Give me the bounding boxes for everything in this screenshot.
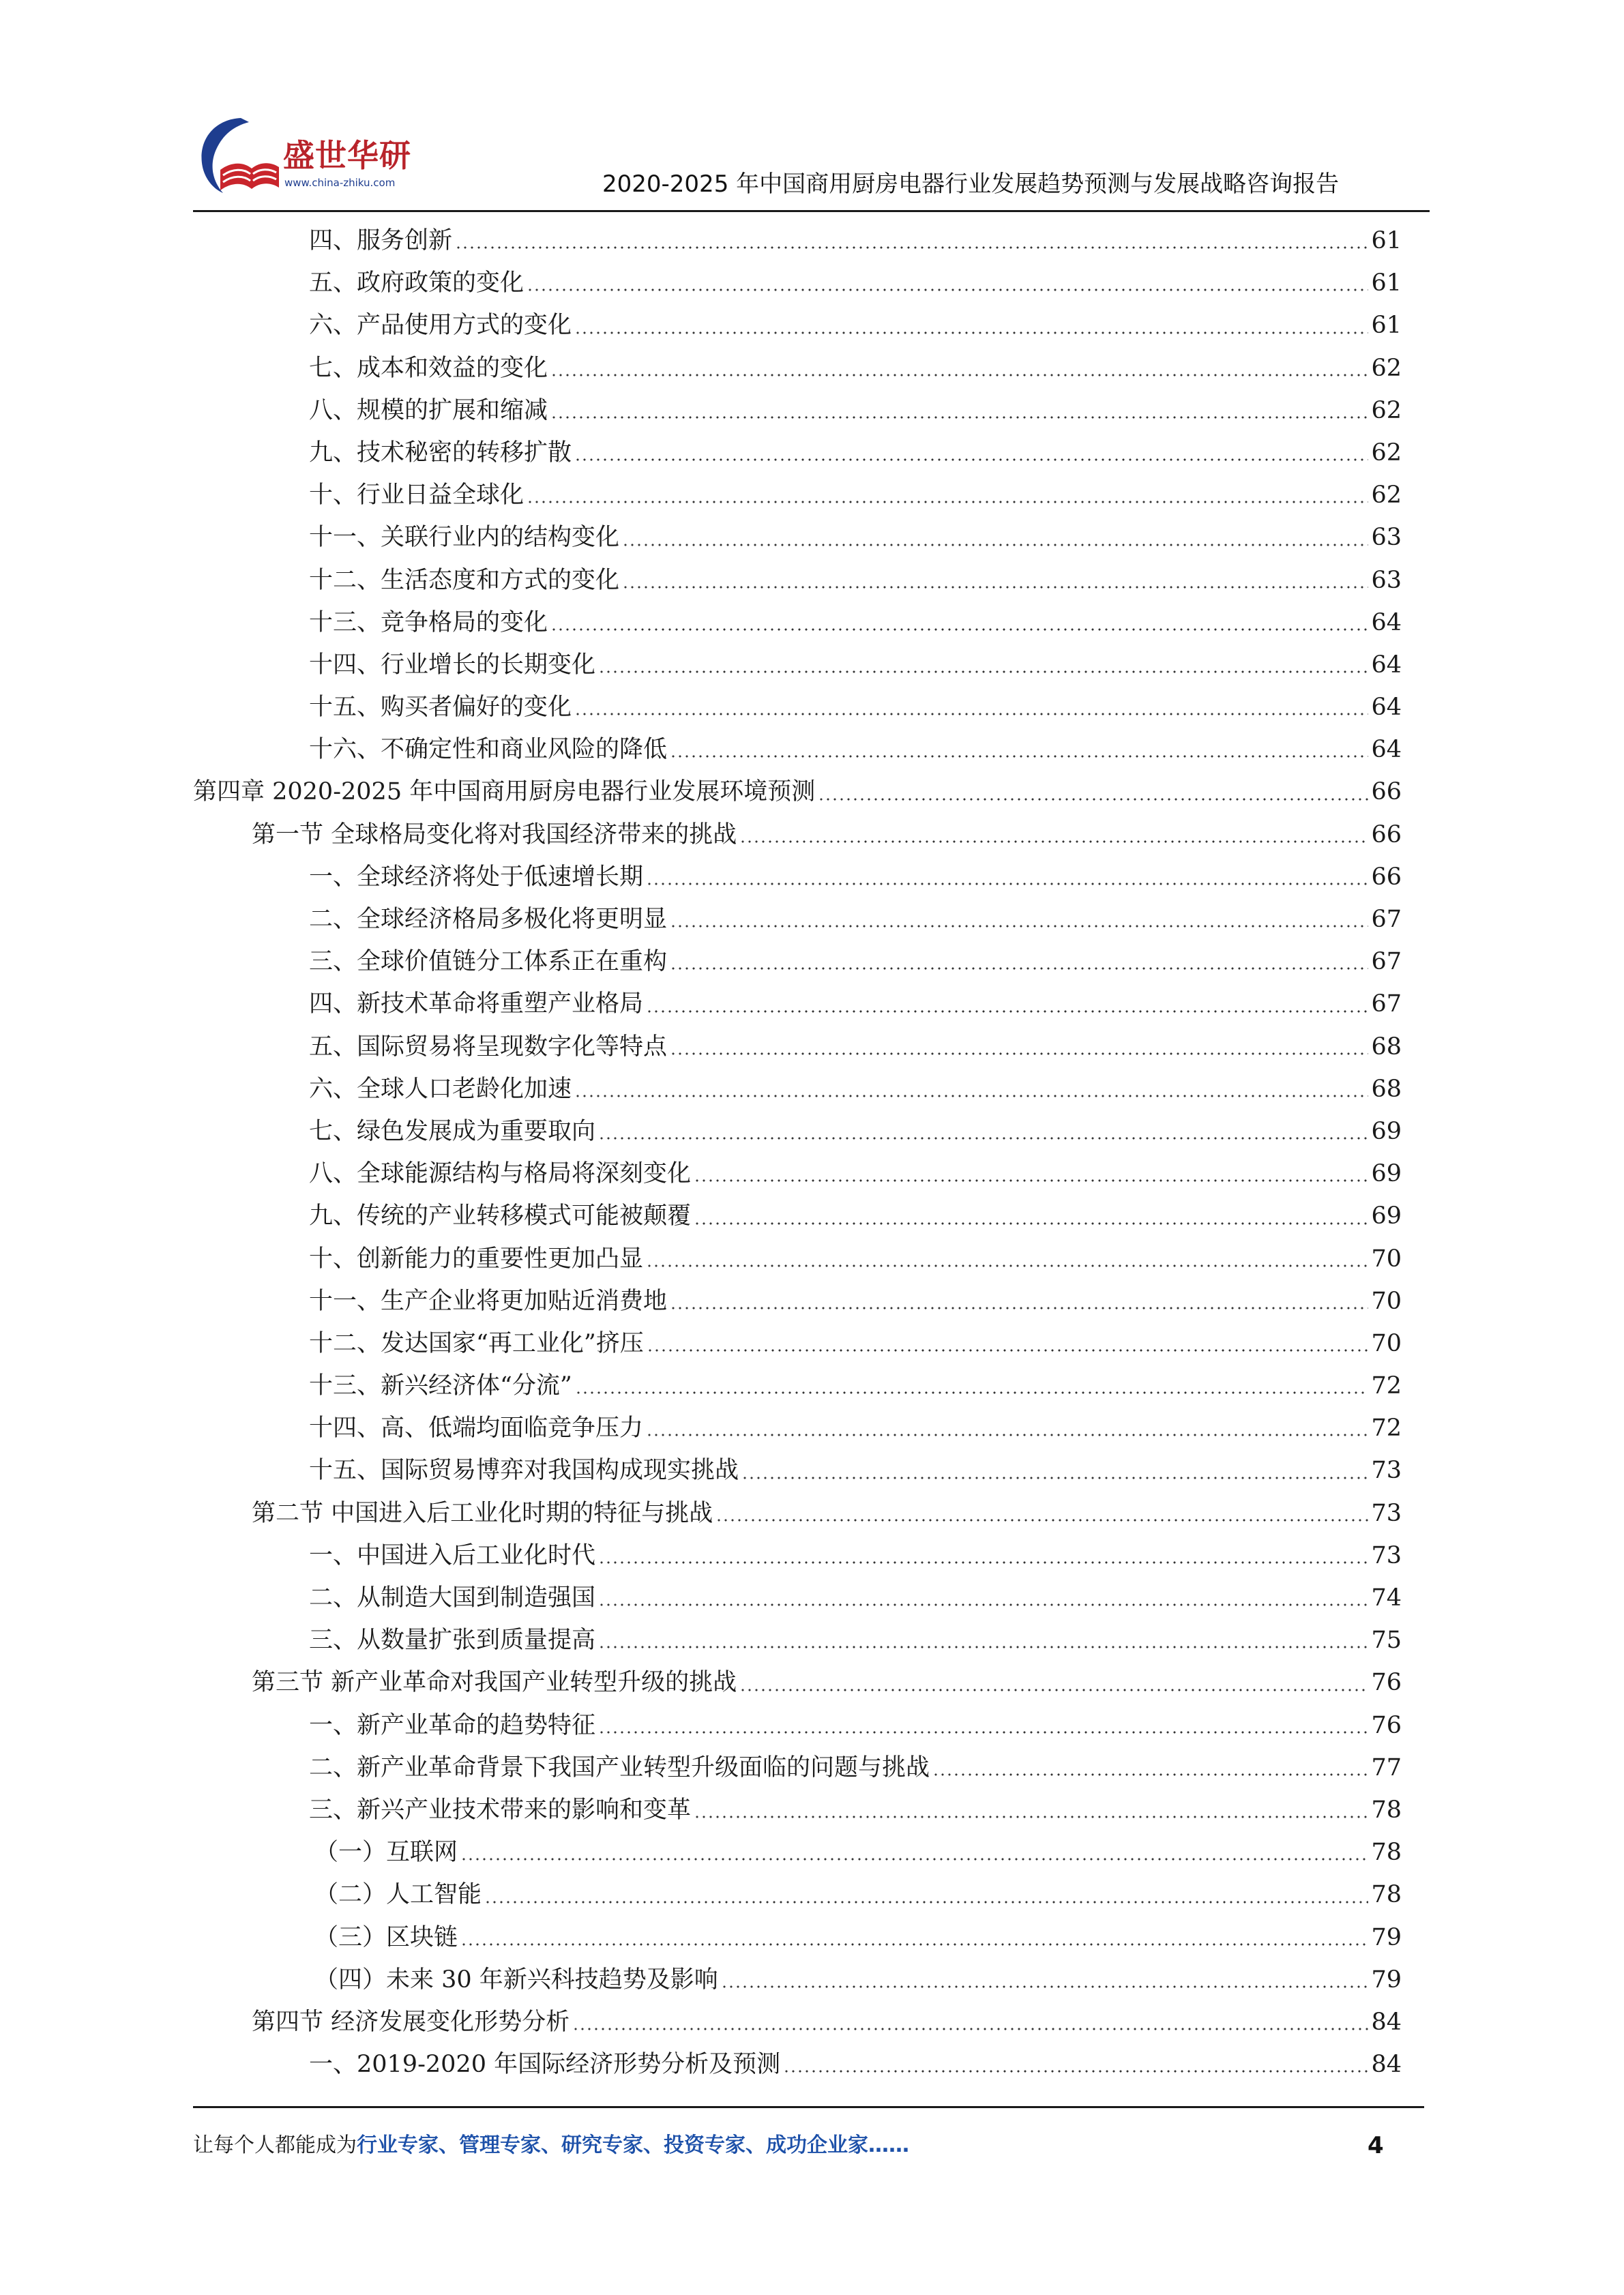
toc-dot-leader (574, 1093, 1368, 1099)
toc-entry-page: 74 (1371, 1584, 1402, 1612)
toc-entry-title: 四、新技术革命将重塑产业格局 (309, 990, 644, 1018)
toc-entry-page: 69 (1371, 1117, 1402, 1145)
toc-dot-leader (550, 414, 1368, 421)
report-title: 2020-2025 年中国商用厨房电器行业发展趋势预测与发展战略咨询报告 (602, 171, 1340, 198)
toc-entry-page: 69 (1371, 1202, 1402, 1230)
toc-entry-title: 一、2019-2020 年国际经济形势分析及预测 (309, 2051, 781, 2079)
toc-entry[interactable] (193, 1577, 1402, 1619)
toc-dot-leader (574, 329, 1368, 336)
toc-entry[interactable] (193, 1747, 1402, 1789)
toc-entry-page: 72 (1371, 1372, 1402, 1400)
toc-entry-title: （一）互联网 (314, 1839, 458, 1867)
toc-dot-leader (721, 1983, 1369, 1990)
toc-entry-page: 64 (1371, 608, 1402, 636)
toc-entry-title: 第四节 经济发展变化形势分析 (252, 2008, 570, 2036)
toc-entry[interactable] (193, 1280, 1402, 1322)
toc-entry[interactable] (193, 2001, 1402, 2043)
toc-dot-leader (598, 1135, 1368, 1142)
toc-entry-page: 66 (1371, 820, 1402, 848)
toc-entry-title: 三、新兴产业技术带来的影响和变革 (309, 1796, 692, 1824)
toc-entry-title: 九、传统的产业转移模式可能被颠覆 (309, 1202, 692, 1230)
toc-dot-leader (739, 1687, 1368, 1693)
toc-entry[interactable] (193, 1026, 1402, 1068)
toc-entry[interactable] (193, 1449, 1402, 1492)
toc-dot-leader (646, 1008, 1368, 1015)
table-of-contents (193, 220, 1402, 2086)
toc-entry[interactable] (193, 941, 1402, 983)
toc-entry-page: 67 (1371, 948, 1402, 976)
toc-entry-title: 一、全球经济将处于低速增长期 (309, 863, 644, 891)
toc-dot-leader (455, 244, 1368, 251)
toc-entry[interactable] (193, 856, 1402, 898)
toc-dot-leader (646, 1432, 1368, 1438)
toc-entry[interactable] (193, 771, 1402, 813)
toc-entry-page: 77 (1371, 1753, 1402, 1781)
toc-entry-page: 67 (1371, 906, 1402, 933)
toc-dot-leader (646, 1262, 1368, 1269)
toc-entry[interactable] (193, 728, 1402, 771)
toc-entry[interactable] (193, 1619, 1402, 1661)
toc-entry-title: 二、新产业革命背景下我国产业转型升级面临的问题与挑战 (309, 1753, 930, 1781)
toc-entry[interactable] (193, 559, 1402, 602)
toc-entry-title: 十六、不确定性和商业风险的降低 (309, 736, 668, 764)
toc-entry-title: 十、创新能力的重要性更加凸显 (309, 1245, 644, 1273)
toc-entry-page: 76 (1371, 1711, 1402, 1739)
toc-dot-leader (694, 1220, 1368, 1227)
toc-dot-leader (694, 1177, 1368, 1184)
toc-entry-page: 78 (1371, 1839, 1402, 1867)
toc-entry-title: 十、行业日益全球化 (309, 482, 525, 509)
toc-entry-title: 三、全球价值链分工体系正在重构 (309, 948, 668, 976)
toc-entry[interactable] (193, 347, 1402, 389)
toc-entry-title: 十五、购买者偏好的变化 (309, 694, 572, 722)
toc-entry[interactable] (193, 602, 1402, 644)
toc-entry-title: 第二节 中国进入后工业化时期的特征与挑战 (252, 1499, 713, 1527)
toc-entry-title: 五、政府政策的变化 (309, 269, 525, 297)
toc-entry-page: 72 (1371, 1415, 1402, 1442)
toc-entry-title: 一、中国进入后工业化时代 (309, 1541, 596, 1569)
toc-entry[interactable] (193, 814, 1402, 856)
brand-name: 盛世华研 (283, 137, 411, 174)
toc-entry[interactable] (193, 644, 1402, 686)
toc-entry-page: 69 (1371, 1160, 1402, 1188)
page-number: 4 (1368, 2132, 1384, 2159)
toc-dot-leader (527, 499, 1368, 505)
toc-entry-title: （三）区块链 (314, 1923, 458, 1951)
toc-entry-title: 十四、行业增长的长期变化 (309, 651, 596, 679)
toc-entry-page: 84 (1371, 2008, 1402, 2036)
toc-entry[interactable] (193, 898, 1402, 941)
toc-entry-title: 八、规模的扩展和缩减 (309, 396, 548, 424)
toc-entry-title: 十一、关联行业内的结构变化 (309, 524, 620, 552)
toc-entry-title: 四、服务创新 (309, 227, 453, 254)
toc-dot-leader (670, 923, 1368, 930)
toc-entry-page: 63 (1371, 524, 1402, 552)
toc-entry[interactable] (193, 1831, 1402, 1874)
toc-entry-title: 二、全球经济格局多极化将更明显 (309, 906, 668, 933)
toc-entry-title: 十二、发达国家“再工业化”挤压 (309, 1329, 644, 1357)
toc-entry[interactable] (193, 1365, 1402, 1407)
toc-entry-page: 61 (1371, 227, 1402, 254)
toc-entry-page: 70 (1371, 1329, 1402, 1357)
toc-entry-page: 66 (1371, 778, 1402, 806)
toc-entry-page: 70 (1371, 1245, 1402, 1273)
toc-entry-title: 六、产品使用方式的变化 (309, 312, 572, 340)
toc-entry[interactable] (193, 1916, 1402, 1959)
toc-dot-leader (574, 711, 1368, 717)
toc-dot-leader (572, 2026, 1368, 2032)
toc-dot-leader (527, 286, 1368, 293)
toc-dot-leader (818, 796, 1368, 803)
toc-dot-leader (598, 1601, 1368, 1608)
toc-entry[interactable] (193, 1535, 1402, 1577)
toc-entry-title: 七、成本和效益的变化 (309, 354, 548, 382)
toc-dot-leader (646, 880, 1368, 887)
toc-entry-page: 67 (1371, 990, 1402, 1018)
toc-entry-title: 七、绿色发展成为重要取向 (309, 1117, 596, 1145)
toc-dot-leader (622, 542, 1368, 548)
footer-slogan-highlight: 行业专家、管理专家、研究专家、投资专家、成功企业家…… (357, 2133, 909, 2157)
toc-entry-page: 64 (1371, 736, 1402, 764)
toc-dot-leader (574, 456, 1368, 463)
toc-dot-leader (670, 965, 1368, 972)
toc-entry-title: 十一、生产企业将更加贴近消费地 (309, 1287, 668, 1315)
toc-entry-page: 64 (1371, 694, 1402, 722)
toc-entry-title: 第四章 2020-2025 年中国商用厨房电器行业发展环境预测 (193, 778, 816, 806)
toc-entry[interactable] (193, 686, 1402, 728)
toc-entry-page: 62 (1371, 396, 1402, 424)
toc-dot-leader (647, 1347, 1369, 1354)
toc-entry[interactable] (193, 1789, 1402, 1831)
toc-entry-title: （四）未来 30 年新兴科技趋势及影响 (314, 1966, 718, 1994)
toc-entry-title: 十三、新兴经济体“分流” (309, 1372, 572, 1400)
toc-entry[interactable] (193, 1874, 1402, 1916)
toc-entry[interactable] (193, 1492, 1402, 1535)
toc-dot-leader (783, 2068, 1368, 2075)
toc-dot-leader (741, 1475, 1368, 1481)
toc-entry[interactable] (193, 262, 1402, 304)
toc-dot-leader (694, 1813, 1368, 1820)
toc-entry-page: 79 (1371, 1966, 1402, 1994)
toc-entry-title: 八、全球能源结构与格局将深刻变化 (309, 1160, 692, 1188)
toc-entry[interactable] (193, 2043, 1402, 2086)
toc-entry-title: 六、全球人口老龄化加速 (309, 1075, 572, 1103)
footer-slogan-prefix: 让每个人都能成为 (193, 2133, 357, 2157)
brand-url: www.china-zhiku.com (284, 177, 396, 189)
toc-entry[interactable] (193, 1110, 1402, 1153)
toc-entry[interactable] (193, 1238, 1402, 1280)
toc-entry-page: 68 (1371, 1075, 1402, 1103)
footer-slogan (193, 2133, 909, 2158)
toc-dot-leader (550, 372, 1368, 379)
toc-entry-page: 78 (1371, 1796, 1402, 1824)
toc-entry[interactable] (193, 1153, 1402, 1195)
toc-dot-leader (550, 626, 1368, 633)
toc-entry-title: 五、国际贸易将呈现数字化等特点 (309, 1033, 668, 1061)
toc-entry[interactable] (193, 220, 1402, 262)
toc-entry[interactable] (193, 304, 1402, 346)
toc-dot-leader (598, 1559, 1368, 1566)
toc-dot-leader (932, 1771, 1368, 1778)
toc-entry-title: 三、从数量扩张到质量提高 (309, 1627, 596, 1655)
toc-entry-page: 62 (1371, 482, 1402, 509)
toc-entry-page: 63 (1371, 566, 1402, 594)
header-divider (193, 210, 1430, 212)
toc-entry-page: 78 (1371, 1881, 1402, 1909)
toc-dot-leader (670, 1050, 1368, 1057)
toc-entry-page: 62 (1371, 354, 1402, 382)
toc-entry-title: （二）人工智能 (314, 1881, 482, 1909)
toc-entry-page: 73 (1371, 1541, 1402, 1569)
toc-entry[interactable] (193, 474, 1402, 516)
toc-entry-page: 76 (1371, 1669, 1402, 1697)
toc-entry[interactable] (193, 432, 1402, 474)
toc-dot-leader (598, 1729, 1368, 1736)
toc-dot-leader (715, 1517, 1368, 1524)
toc-entry[interactable] (193, 1661, 1402, 1704)
toc-entry-page: 75 (1371, 1627, 1402, 1655)
toc-entry-page: 64 (1371, 651, 1402, 679)
toc-entry-page: 66 (1371, 863, 1402, 891)
toc-dot-leader (670, 1305, 1368, 1312)
toc-entry-page: 68 (1371, 1033, 1402, 1061)
toc-entry-page: 73 (1371, 1499, 1402, 1527)
toc-entry-page: 70 (1371, 1287, 1402, 1315)
toc-dot-leader (575, 1389, 1369, 1396)
toc-entry-page: 84 (1371, 2051, 1402, 2079)
toc-entry-title: 十二、生活态度和方式的变化 (309, 566, 620, 594)
toc-entry[interactable] (193, 1959, 1402, 2001)
toc-entry[interactable] (193, 1322, 1402, 1365)
toc-dot-leader (460, 1941, 1368, 1948)
toc-entry-title: 十五、国际贸易博弈对我国构成现实挑战 (309, 1457, 739, 1485)
toc-dot-leader (484, 1899, 1368, 1906)
toc-dot-leader (598, 668, 1368, 675)
toc-entry-title: 十三、竞争格局的变化 (309, 608, 548, 636)
company-logo (193, 113, 418, 201)
toc-dot-leader (670, 753, 1368, 760)
toc-entry[interactable] (193, 1704, 1402, 1747)
toc-entry[interactable] (193, 1195, 1402, 1237)
toc-dot-leader (739, 838, 1368, 845)
toc-entry-title: 第三节 新产业革命对我国产业转型升级的挑战 (252, 1669, 737, 1697)
toc-entry-title: 十四、高、低端均面临竞争压力 (309, 1415, 644, 1442)
toc-entry-title: 九、技术秘密的转移扩散 (309, 439, 572, 467)
toc-entry[interactable] (193, 1068, 1402, 1110)
toc-entry-page: 61 (1371, 269, 1402, 297)
toc-entry[interactable] (193, 516, 1402, 559)
book-logo-icon (193, 113, 282, 201)
toc-entry-page: 79 (1371, 1923, 1402, 1951)
toc-dot-leader (622, 584, 1368, 591)
toc-entry[interactable] (193, 983, 1402, 1025)
toc-entry-title: 二、从制造大国到制造强国 (309, 1584, 596, 1612)
footer-divider (193, 2106, 1424, 2108)
toc-dot-leader (460, 1856, 1368, 1863)
toc-entry-title: 一、新产业革命的趋势特征 (309, 1711, 596, 1739)
toc-entry-page: 73 (1371, 1457, 1402, 1485)
toc-entry-page: 61 (1371, 312, 1402, 340)
toc-entry[interactable] (193, 1407, 1402, 1449)
toc-entry-page: 62 (1371, 439, 1402, 467)
toc-dot-leader (598, 1644, 1368, 1650)
toc-entry-title: 第一节 全球格局变化将对我国经济带来的挑战 (252, 820, 737, 848)
toc-entry[interactable] (193, 389, 1402, 432)
